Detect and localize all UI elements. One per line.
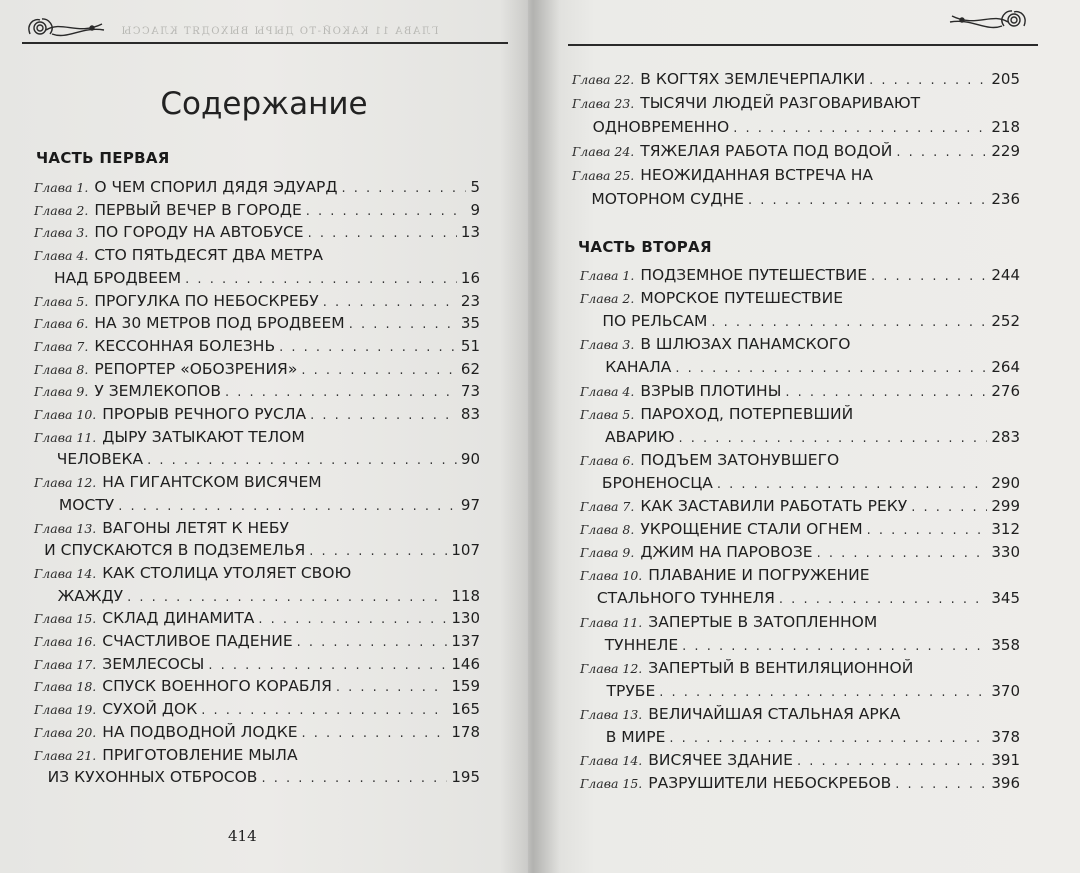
chapter-title: УКРОЩЕНИЕ СТАЛИ ОГНЕМ: [640, 520, 863, 539]
chapter-title: НА ГИГАНТСКОМ ВИСЯЧЕМ: [102, 473, 322, 492]
chapter-label: Глава 3.: [34, 225, 89, 241]
chapter-label: Глава 11.: [34, 429, 97, 445]
chapter-label: Глава 10.: [580, 568, 643, 584]
chapter-label: Глава 15.: [580, 776, 643, 792]
chapter-label: Глава 14.: [580, 753, 643, 769]
chapter-label: Глава 18.: [34, 679, 97, 695]
chapter-title: ТУННЕЛЕ: [604, 635, 679, 654]
chapter-label: Глава 13.: [34, 520, 97, 536]
toc-entry: [580, 659, 1020, 677]
chapter-title: ПОДЪЕМ ЗАТОНУВШЕГО: [640, 450, 840, 469]
toc-entry-continuation: [34, 496, 480, 514]
chapter-title: СТО ПЯТЬДЕСЯТ ДВА МЕТРА: [94, 246, 324, 265]
toc-entry: [580, 405, 1020, 423]
chapter-title: НАД БРОДВЕЕМ: [53, 268, 182, 287]
chapter-title: ПРОГУЛКА ПО НЕБОСКРЕБУ: [94, 291, 319, 310]
page-ref: 130: [451, 609, 480, 628]
toc-entry-continuation: [580, 312, 1020, 330]
page-ref: 5: [470, 178, 480, 196]
page-ref: 312: [991, 520, 1020, 539]
chapter-title: НА ПОДВОДНОЙ ЛОДКЕ: [102, 722, 298, 741]
dot-leader: [895, 777, 987, 792]
dot-leader: [279, 340, 457, 355]
toc-entry: [34, 337, 480, 355]
toc-entry: [34, 292, 480, 310]
page-ref: 9: [470, 200, 480, 219]
page-ref: 330: [991, 543, 1020, 562]
chapter-title: ВАГОНЫ ЛЕТЯТ К НЕБУ: [102, 518, 289, 537]
toc-entry-continuation: [580, 636, 1020, 654]
chapter-title: РАЗРУШИТЕЛИ НЕБОСКРЕБОВ: [648, 774, 892, 793]
page-ref: 23: [460, 291, 480, 310]
chapter-title: НЕОЖИДАННАЯ ВСТРЕЧА НА: [640, 166, 874, 184]
page-ref: 159: [451, 677, 480, 696]
page-ref: 16: [460, 268, 480, 287]
dot-leader: [748, 193, 987, 208]
page-ref: 83: [460, 405, 480, 423]
toc-entry: [572, 142, 1020, 160]
dot-leader: [301, 363, 457, 378]
page-ref: 378: [991, 728, 1020, 746]
page-ref: 137: [451, 632, 480, 650]
toc-entry: [34, 632, 480, 650]
dot-leader: [297, 635, 448, 650]
chapter-title: КАНАЛА: [605, 358, 672, 377]
chapter-title: ВИСЯЧЕЕ ЗДАНИЕ: [648, 751, 793, 770]
page-ref: 264: [991, 358, 1020, 377]
chapter-label: Глава 16.: [34, 634, 97, 649]
page-ref: 396: [991, 774, 1020, 793]
dot-leader: [208, 658, 447, 673]
chapter-label: Глава 8.: [34, 361, 89, 377]
toc-entry: [34, 201, 480, 219]
page-ref: 13: [460, 223, 480, 242]
toc-entry: [34, 655, 480, 673]
page-title: Содержание: [160, 86, 368, 122]
chapter-label: Глава 20.: [34, 724, 97, 740]
toc-entry: [580, 751, 1020, 769]
toc-entry-continuation: [572, 118, 1020, 136]
page-ref: 391: [991, 751, 1020, 770]
chapter-title: ЗАПЕРТЫЙ В ВЕНТИЛЯЦИОННОЙ: [648, 658, 914, 677]
page-ref: 244: [991, 266, 1020, 284]
chapter-label: Глава 7.: [34, 338, 89, 354]
chapter-label: Глава 2.: [34, 202, 89, 218]
dot-leader: [118, 499, 457, 514]
dot-leader: [867, 523, 988, 538]
dot-leader: [201, 703, 447, 718]
chapter-title: ОДНОВРЕМЕННО: [592, 118, 730, 136]
chapter-label: Глава 12.: [34, 475, 97, 491]
chapter-label: Глава 1.: [34, 180, 89, 195]
page-ref: 195: [451, 768, 480, 787]
chapter-label: Глава 4.: [34, 248, 89, 264]
chapter-label: Глава 5.: [580, 406, 635, 422]
toc-entry-continuation: [580, 589, 1020, 607]
page-number: 414: [228, 827, 257, 845]
dot-leader: [310, 408, 457, 423]
toc-entry: [580, 335, 1020, 353]
toc-entry: [34, 314, 480, 332]
chapter-title: ПО РЕЛЬСАМ: [602, 312, 708, 331]
chapter-title: СТАЛЬНОГО ТУННЕЛЯ: [596, 589, 775, 608]
dot-leader: [323, 295, 457, 310]
chapter-label: Глава 5.: [34, 293, 89, 309]
page-ref: 35: [460, 314, 480, 333]
toc-entry: [572, 70, 1020, 88]
dot-leader: [733, 121, 987, 136]
dot-leader: [261, 771, 447, 786]
page-ref: 370: [991, 681, 1020, 700]
toc-entry: [572, 166, 1020, 184]
dot-leader: [185, 272, 457, 287]
toc-entry: [34, 564, 480, 582]
dot-leader: [682, 639, 987, 654]
page-ref: 252: [991, 312, 1020, 331]
toc-entry: [34, 405, 480, 423]
dot-leader: [659, 685, 987, 700]
page-ref: 118: [451, 586, 480, 605]
chapter-title: ПАРОХОД, ПОТЕРПЕВШИЙ: [640, 404, 854, 423]
dot-leader: [679, 431, 988, 446]
dot-leader: [911, 500, 987, 515]
toc-entry: [34, 178, 480, 196]
page-ref: 345: [991, 589, 1020, 608]
chapter-label: Глава 2.: [580, 291, 635, 307]
toc-entry-continuation: [34, 541, 480, 559]
chapter-title: ТРУБЕ: [606, 681, 656, 700]
toc-entry-continuation: [34, 587, 480, 605]
page-ref: 165: [451, 700, 480, 719]
chapter-label: Глава 21.: [34, 747, 97, 763]
chapter-label: Глава 4.: [580, 383, 635, 399]
page-ref: 107: [451, 541, 480, 560]
chapter-title: ТЯЖЕЛАЯ РАБОТА ПОД ВОДОЙ: [640, 142, 893, 160]
dot-leader: [717, 477, 988, 492]
toc-entry: [34, 382, 480, 400]
chapter-title: КАК ЗАСТАВИЛИ РАБОТАТЬ РЕКУ: [640, 497, 908, 515]
part-one-heading: ЧАСТЬ ПЕРВАЯ: [36, 149, 170, 167]
chapter-title: АВАРИЮ: [605, 427, 675, 446]
page-ref: 358: [991, 635, 1020, 654]
toc-entry-continuation: [580, 682, 1020, 700]
toc-entry-continuation: [580, 428, 1020, 446]
toc-entry: [572, 94, 1020, 112]
floral-ornament-icon: [22, 14, 108, 44]
toc-entry: [580, 543, 1020, 561]
toc-entry: [34, 246, 480, 264]
toc-entry: [580, 266, 1020, 284]
chapter-title: СПУСК ВОЕННОГО КОРАБЛЯ: [102, 677, 332, 696]
chapter-label: Глава 19.: [34, 702, 97, 718]
toc-entry-continuation: [34, 768, 480, 786]
dot-leader: [779, 592, 987, 607]
chapter-title: РЕПОРТЕР «ОБОЗРЕНИЯ»: [94, 359, 298, 378]
chapter-title: ЗАПЕРТЫЕ В ЗАТОПЛЕННОМ: [648, 612, 878, 631]
page-ref: 146: [451, 654, 480, 673]
chapter-title: ВЗРЫВ ПЛОТИНЫ: [640, 381, 782, 400]
dot-leader: [817, 546, 988, 561]
dot-leader: [308, 226, 457, 241]
chapter-label: Глава 25.: [572, 168, 635, 183]
chapter-title: КЕССОННАЯ БОЛЕЗНЬ: [94, 336, 276, 355]
toc-entry: [34, 473, 480, 491]
toc-entry-continuation: [580, 728, 1020, 746]
toc-entry: [580, 382, 1020, 400]
dot-leader: [342, 181, 467, 196]
chapter-title: ВЕЛИЧАЙШАЯ СТАЛЬНАЯ АРКА: [648, 704, 901, 723]
header-rule: [568, 44, 1038, 46]
chapter-label: Глава 23.: [572, 96, 635, 111]
dot-leader: [147, 453, 457, 468]
page-ref: 276: [991, 381, 1020, 400]
running-head: ГЛАВА 11 КАКОЙ-ТО ДЫРЫ ВЫХОДЯТ КЛАССЫ: [120, 26, 439, 37]
chapter-label: Глава 6.: [580, 452, 635, 468]
toc-entry-continuation: [572, 190, 1020, 208]
chapter-title: СЧАСТЛИВОЕ ПАДЕНИЕ: [102, 632, 293, 650]
page-ref: 62: [460, 359, 480, 378]
toc-entry: [34, 723, 480, 741]
dot-leader: [306, 204, 467, 219]
chapter-title: ЖАЖДУ: [57, 586, 124, 605]
chapter-title: ИЗ КУХОННЫХ ОТБРОСОВ: [47, 768, 258, 787]
toc-entry: [580, 613, 1020, 631]
dot-leader: [797, 754, 987, 769]
toc-entry-continuation: [580, 358, 1020, 376]
dot-leader: [336, 680, 447, 695]
page-ref: 236: [991, 190, 1020, 208]
chapter-title: ПРИГОТОВЛЕНИЕ МЫЛА: [102, 745, 298, 764]
chapter-label: Глава 24.: [572, 144, 635, 159]
toc-entry: [34, 519, 480, 537]
page-ref: 178: [451, 722, 480, 741]
dot-leader: [896, 145, 987, 160]
page-ref: 299: [991, 497, 1020, 515]
page-ref: 90: [460, 450, 480, 469]
toc-entry: [34, 700, 480, 718]
chapter-label: Глава 1.: [580, 268, 635, 283]
toc-entry: [580, 497, 1020, 515]
chapter-title: ПО ГОРОДУ НА АВТОБУСЕ: [94, 223, 304, 242]
chapter-label: Глава 13.: [580, 706, 643, 722]
chapter-label: Глава 7.: [580, 499, 635, 514]
chapter-title: ЧЕЛОВЕКА: [56, 450, 144, 469]
dot-leader: [309, 544, 447, 559]
chapter-label: Глава 12.: [580, 660, 643, 676]
toc-entry: [34, 609, 480, 627]
chapter-title: МОСТУ: [58, 495, 115, 514]
chapter-title: КАК СТОЛИЦА УТОЛЯЕТ СВОЮ: [102, 563, 352, 582]
chapter-label: Глава 15.: [34, 611, 97, 627]
toc-entry: [580, 520, 1020, 538]
chapter-title: В МИРЕ: [605, 728, 666, 746]
right-page: [528, 0, 1080, 873]
toc-entry: [580, 566, 1020, 584]
toc-entry: [580, 705, 1020, 723]
chapter-label: Глава 17.: [34, 656, 97, 672]
toc-entry-continuation: [34, 450, 480, 468]
chapter-label: Глава 22.: [572, 72, 635, 87]
chapter-label: Глава 8.: [580, 522, 635, 538]
page-ref: 97: [460, 495, 480, 514]
page-ref: 51: [460, 336, 480, 355]
page-ref: 218: [991, 118, 1020, 136]
chapter-title: НА 30 МЕТРОВ ПОД БРОДВЕЕМ: [94, 314, 345, 333]
dot-leader: [225, 385, 457, 400]
dot-leader: [871, 269, 987, 284]
toc-entry: [580, 774, 1020, 792]
chapter-label: Глава 6.: [34, 316, 89, 332]
chapter-title: ПРОРЫВ РЕЧНОГО РУСЛА: [102, 405, 307, 423]
chapter-label: Глава 9.: [34, 384, 89, 400]
chapter-label: Глава 9.: [580, 545, 635, 561]
chapter-title: БРОНЕНОСЦА: [601, 473, 713, 492]
chapter-title: СУХОЙ ДОК: [102, 700, 198, 719]
toc-entry: [580, 289, 1020, 307]
chapter-title: ДЫРУ ЗАТЫКАЮТ ТЕЛОМ: [102, 427, 305, 446]
page-ref: 229: [991, 142, 1020, 160]
floral-ornament-icon: [946, 6, 1038, 36]
chapter-title: ЗЕМЛЕСОСЫ: [102, 654, 205, 673]
toc-entry-continuation: [580, 474, 1020, 492]
dot-leader: [711, 315, 987, 330]
chapter-label: Глава 14.: [34, 565, 97, 581]
chapter-title: МОРСКОЕ ПУТЕШЕСТВИЕ: [640, 289, 844, 308]
dot-leader: [127, 590, 447, 605]
dot-leader: [785, 385, 987, 400]
chapter-label: Глава 11.: [580, 614, 643, 630]
chapter-title: У ЗЕМЛЕКОПОВ: [94, 382, 221, 401]
page-ref: 283: [991, 427, 1020, 446]
toc-entry-continuation: [34, 269, 480, 287]
chapter-title: И СПУСКАЮТСЯ В ПОДЗЕМЕЛЬЯ: [44, 541, 306, 560]
toc-entry: [34, 746, 480, 764]
toc-entry: [34, 360, 480, 378]
page-ref: 73: [460, 382, 480, 401]
chapter-title: В КОГТЯХ ЗЕМЛЕЧЕРПАЛКИ: [640, 70, 866, 88]
toc-entry: [34, 428, 480, 446]
toc-entry: [34, 677, 480, 695]
dot-leader: [258, 612, 447, 627]
toc-entry: [34, 223, 480, 241]
dot-leader: [869, 73, 987, 88]
page-ref: 290: [991, 473, 1020, 492]
page-ref: 205: [991, 70, 1020, 88]
chapter-label: Глава 10.: [34, 407, 97, 422]
chapter-label: Глава 3.: [580, 337, 635, 353]
dot-leader: [302, 726, 448, 741]
chapter-title: ПЛАВАНИЕ И ПОГРУЖЕНИЕ: [648, 566, 870, 585]
dot-leader: [675, 361, 987, 376]
dot-leader: [349, 317, 457, 332]
part-two-heading: ЧАСТЬ ВТОРАЯ: [578, 238, 712, 256]
header-rule: [22, 42, 508, 44]
left-page: [0, 0, 528, 873]
dot-leader: [669, 731, 987, 746]
chapter-title: ДЖИМ НА ПАРОВОЗЕ: [640, 543, 813, 562]
toc-entry: [580, 451, 1020, 469]
chapter-title: ТЫСЯЧИ ЛЮДЕЙ РАЗГОВАРИВАЮТ: [640, 94, 921, 112]
chapter-title: О ЧЕМ СПОРИЛ ДЯДЯ ЭДУАРД: [94, 178, 338, 196]
chapter-title: МОТОРНОМ СУДНЕ: [591, 190, 744, 208]
chapter-title: ПЕРВЫЙ ВЕЧЕР В ГОРОДЕ: [94, 200, 302, 219]
chapter-title: СКЛАД ДИНАМИТА: [102, 609, 255, 628]
chapter-title: В ШЛЮЗАХ ПАНАМСКОГО: [640, 335, 851, 354]
chapter-title: ПОДЗЕМНОЕ ПУТЕШЕСТВИЕ: [640, 266, 868, 284]
